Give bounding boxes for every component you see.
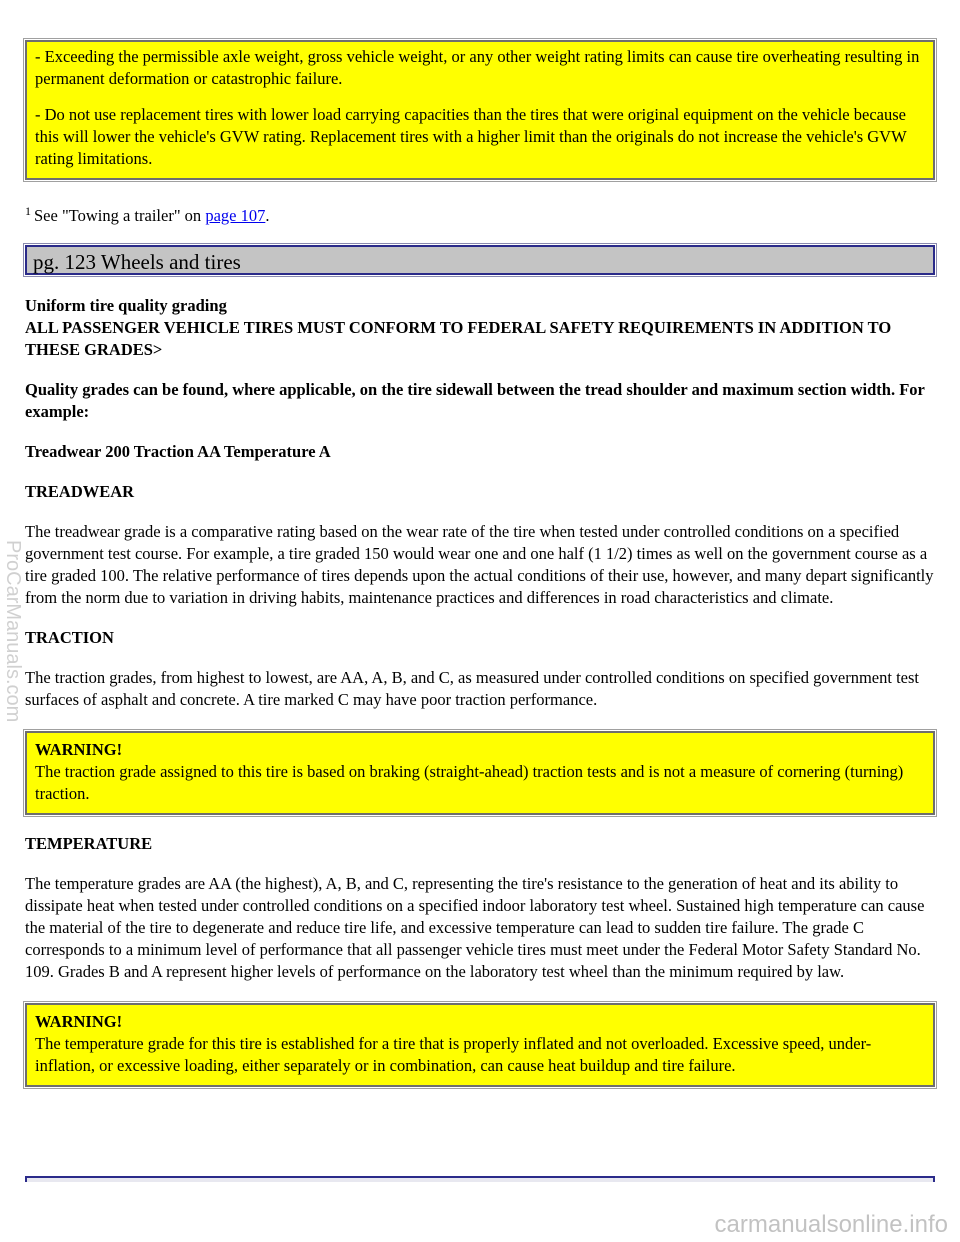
page-107-link[interactable]: page 107 <box>205 206 266 225</box>
temperature-heading: TEMPERATURE <box>25 834 153 853</box>
tire-grading-heading <box>25 295 935 361</box>
traction-warning-text: The traction grade assigned to this tire is based on braking (straight-ahead) traction tests and is not a measure of cornering (turning) traction. <box>35 762 904 803</box>
traction-warning-title: WARNING! <box>35 740 123 759</box>
traction-heading: TRACTION <box>25 628 114 647</box>
next-section-header-edge <box>25 1176 935 1182</box>
traction-warning-box <box>25 731 935 815</box>
section-header: pg. 123 Wheels and tires <box>25 245 935 275</box>
footnote-marker: 1 <box>25 204 31 218</box>
weight-warning-box <box>25 40 935 180</box>
traction-text: The traction grades, from highest to lowest, are AA, A, B, and C, as measured under controlled conditions on specified government test surfaces of asphalt and concrete. A tire marked C may have poor traction performance. <box>25 668 919 709</box>
treadwear-text: The treadwear grade is a comparative rating based on the wear rate of the tire when tested under controlled conditions on a specified government test course. For example, a tire graded 150 would wear one and one half (1 1/2) times as well on the government course as a tire graded 100. The relative performance of tires depends upon the actual conditions of their use, however, and many depart significantly from the norm due to variation in driving habits, maintenance practices and differences in road characteristics and climate. <box>25 522 934 607</box>
weight-warning-para-1: - Exceeding the permissible axle weight, gross vehicle weight, or any other weight rating limits can cause tire overheating resulting in permanent deformation or catastrophic failure. <box>35 47 920 88</box>
temperature-text: The temperature grades are AA (the highest), A, B, and C, representing the tire's resistance to the generation of heat and its ability to dissipate heat when tested under controlled conditions on a specified indoor laboratory test wheel. Sustained high temperature can cause the material of the tire to degenerate and reduce tire life, and excessive temperature can lead to sudden tire failure. The grade C corresponds to a minimum level of performance that all passenger vehicle tires must meet under the Federal Motor Safety Standard No. 109. Grades B and A represent higher levels of performance on the laboratory test wheel than the minimum required by law. <box>25 874 925 981</box>
footnote <box>25 200 935 227</box>
bottom-watermark: carmanualsonline.info <box>714 1211 948 1238</box>
grade-example: Treadwear 200 Traction AA Temperature A <box>25 442 331 461</box>
weight-warning-para-2: - Do not use replacement tires with lower load carrying capacities than the tires that were original equipment on the vehicle because this will lower the vehicle's GVW rating. Replacement tires with a higher limit than the originals do not increase the vehicle's GVW rating limitations. <box>35 105 907 168</box>
tire-grading-title: Uniform tire quality grading <box>25 296 227 315</box>
footnote-text: See "Towing a trailer" on <box>34 206 202 225</box>
footnote-end: . <box>265 206 270 225</box>
side-watermark <box>2 540 26 1240</box>
temperature-warning-text: The temperature grade for this tire is established for a tire that is properly inflated and not overloaded. Excessive speed, under-inflation, or excessive loading, either separately or in combination, can cause heat buildup and tire failure. <box>35 1034 872 1075</box>
page-content <box>25 0 935 1087</box>
temperature-warning-title: WARNING! <box>35 1012 123 1031</box>
tire-grading-subtitle: ALL PASSENGER VEHICLE TIRES MUST CONFORM TO FEDERAL SAFETY REQUIREMENTS IN ADDITION TO THESE GRADES> <box>25 318 892 359</box>
quality-intro: Quality grades can be found, where applicable, on the tire sidewall between the tread shoulder and maximum section width. For example: <box>25 380 925 421</box>
side-watermark-text: ProCarManuals.com <box>2 540 24 723</box>
temperature-warning-box <box>25 1003 935 1087</box>
treadwear-heading: TREADWEAR <box>25 482 135 501</box>
